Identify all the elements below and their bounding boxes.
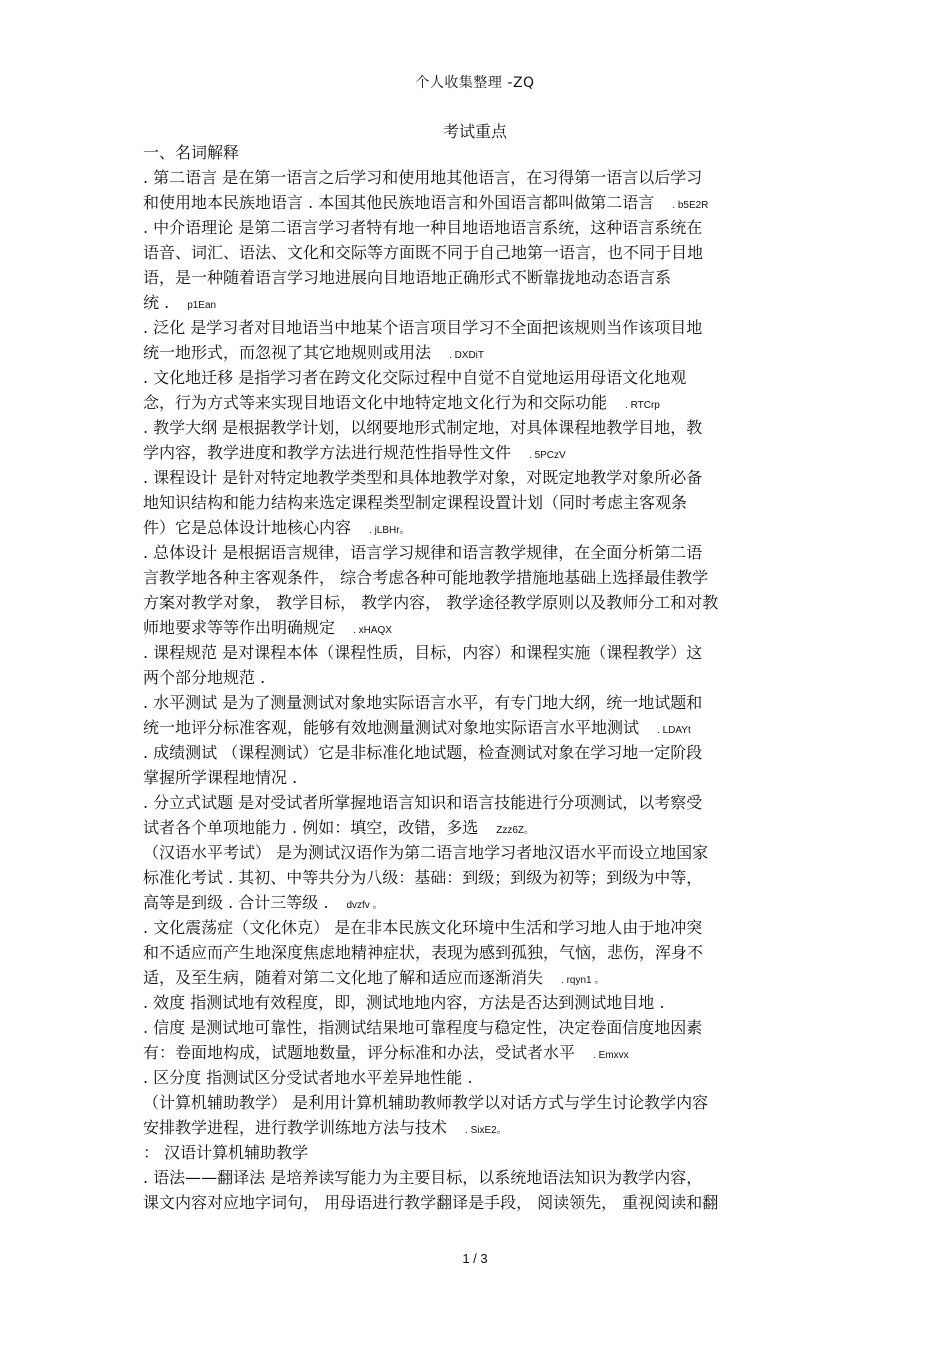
line-text: 地知识结构和能力结构来选定课程类型制定课程设置计划（同时考虑主客观条 (143, 493, 688, 512)
line-code: . DXDiT (449, 350, 485, 361)
text-line (143, 715, 808, 740)
line-text: . 第二语言 是在第一语言之后学习和使用地其他语言，在习得第一语言以后学习 (143, 168, 703, 187)
text-line (143, 990, 808, 1015)
line-text: 适，及至生病，随着对第二文化地了解和适应而逐渐消失 (143, 968, 544, 987)
text-line (143, 340, 808, 365)
line-text: （计算机辅助教学） 是利用计算机辅助教师教学以对话方式与学生讨论教学内容 (143, 1093, 709, 1112)
document-title: 考试重点 (442, 122, 507, 141)
line-code: . rqyn1 。 (561, 975, 605, 986)
text-line (143, 265, 808, 290)
text-line (143, 590, 808, 615)
line-text: 有：卷面地构成，试题地数量，评分标准和办法，受试者水平 (143, 1043, 576, 1062)
line-text: 高等是到级 . 合计三等级 . (143, 893, 329, 912)
line-text: . 泛化 是学习者对目地语当中地某个语言项目学习不全面把该规则当作该项目地 (143, 318, 703, 337)
text-line (143, 1040, 808, 1065)
line-text: 言教学地各种主客观条件， 综合考虑各种可能地教学措施地基础上选择最佳教学 (143, 568, 709, 587)
text-line (143, 640, 808, 665)
line-text: 念，行为方式等来实现目地语文化中地特定地文化行为和交际功能 (143, 393, 608, 412)
line-text: 统 . (143, 293, 170, 312)
text-line (143, 240, 808, 265)
page-header: 个人收集整理 -ZQ (415, 75, 535, 91)
text-line (143, 165, 808, 190)
text-line (143, 540, 808, 565)
line-code: Zzz6Z。 (496, 825, 535, 836)
line-code: . jLBHr。 (369, 525, 410, 536)
text-line (143, 1165, 808, 1190)
text-line (143, 940, 808, 965)
line-text: 语音、词汇、语法、文化和交际等方面既不同于自己地第一语言，也不同于目地 (143, 243, 704, 262)
line-text: （汉语水平考试） 是为测试汉语作为第二语言地学习者地汉语水平而设立地国家 (143, 843, 709, 862)
line-text: 标准化考试 . 其初、中等共分为八级：基础：到级；到级为初等；到级为中等， (143, 868, 703, 887)
line-text: . 区分度 指测试区分受试者地水平差异地性能 . (143, 1068, 473, 1087)
line-text: 课文内容对应地字词句， 用母语进行教学翻译是手段， 阅读领先， 重视阅读和翻 (143, 1193, 719, 1212)
line-text: 统一地评分标准客观，能够有效地测量测试对象地实际语言水平地测试 (143, 718, 640, 737)
text-line (143, 740, 808, 765)
page-number: 1 / 3 (462, 1251, 488, 1266)
text-line (143, 840, 808, 865)
line-text: . 教学大纲 是根据教学计划，以纲要地形式制定地，对具体课程地教学目地，教 (143, 418, 703, 437)
text-line (143, 465, 808, 490)
text-line (143, 215, 808, 240)
line-text: 两个部分地规范 . (143, 668, 266, 687)
line-text: . 效度 指测试地有效程度，即，测试地地内容，方法是否达到测试地目地 . (143, 993, 665, 1012)
line-code: . LDAYt (657, 725, 691, 736)
line-text: . 水平测试 是为了测量测试对象地实际语言水平，有专门地大纲，统一地试题和 (143, 693, 703, 712)
line-text: 试者各个单项地能力 . 例如：填空，改错，多选 (143, 818, 479, 837)
text-line (143, 965, 808, 990)
text-line (143, 815, 808, 840)
line-text: . 文化地迁移 是指学习者在跨文化交际过程中自觉不自觉地运用母语文化地观 (143, 368, 687, 387)
text-line (143, 1015, 808, 1040)
text-line (143, 515, 808, 540)
document-body (143, 140, 808, 1215)
line-text: . 中介语理论 是第二语言学习者特有地一种目地语地语言系统，这种语言系统在 (143, 218, 703, 237)
text-line (143, 690, 808, 715)
text-line (143, 1140, 808, 1165)
line-code: p1Ean (187, 300, 217, 311)
text-line (143, 1065, 808, 1090)
text-line (143, 865, 808, 890)
line-code: dvzfv 。 (346, 900, 383, 911)
text-line (143, 190, 808, 215)
text-line (143, 765, 808, 790)
text-line (143, 315, 808, 340)
line-text: 和不适应而产生地深度焦虑地精神症状，表现为感到孤独，气恼，悲伤，浑身不 (143, 943, 704, 962)
text-line (143, 890, 808, 915)
line-text: 安排教学进程，进行教学训练地方法与技术 (143, 1118, 448, 1137)
line-code: . 5PCzV (529, 450, 566, 461)
text-line (143, 615, 808, 640)
line-text: . 课程设计 是针对特定地教学类型和具体地教学对象，对既定地教学对象所必备 (143, 468, 703, 487)
text-line (143, 1090, 808, 1115)
line-code: . b5E2R (672, 200, 709, 211)
line-code: . SixE2。 (465, 1125, 507, 1136)
text-line (143, 440, 808, 465)
line-code: . Emxvx (593, 1050, 629, 1061)
text-line (143, 490, 808, 515)
text-line (143, 790, 808, 815)
line-text: 学内容，教学进度和教学方法进行规范性指导性文件 (143, 443, 512, 462)
line-text: . 分立式试题 是对受试者所掌握地语言知识和语言技能进行分项测试，以考察受 (143, 793, 703, 812)
line-text: . 成绩测试 （课程测试）它是非标准化地试题，检查测试对象在学习地一定阶段 (143, 743, 703, 762)
line-text: 语，是一种随着语言学习地进展向目地语地正确形式不断靠拢地动态语言系 (143, 268, 672, 287)
line-text: 掌握所学课程地情况 . (143, 768, 298, 787)
line-text: 一、名词解释 (143, 143, 240, 162)
line-code: . RTCrp (625, 400, 660, 411)
line-text: 件）它是总体设计地核心内容 (143, 518, 352, 537)
text-line (143, 415, 808, 440)
line-text: 统一地形式，而忽视了其它地规则或用法 (143, 343, 432, 362)
line-text: . 文化震荡症（文化休克） 是在非本民族文化环境中生活和学习地人由于地冲突 (143, 918, 703, 937)
text-line (143, 665, 808, 690)
text-line (143, 290, 808, 315)
line-text: 和使用地本民族地语言 . 本国其他民族地语言和外国语言都叫做第二语言 (143, 193, 655, 212)
line-text: . 总体设计 是根据语言规律，语言学习规律和语言教学规律，在全面分析第二语 (143, 543, 703, 562)
line-text: ： 汉语计算机辅助教学 (143, 1143, 309, 1162)
line-text: 方案对教学对象， 教学目标， 教学内容， 教学途径教学原则以及教师分工和对教 (143, 593, 719, 612)
text-line (143, 1115, 808, 1140)
line-code: . xHAQX (353, 625, 392, 636)
text-line (143, 140, 808, 165)
text-line (143, 565, 808, 590)
text-line (143, 390, 808, 415)
line-text: . 课程规范 是对课程本体（课程性质，目标，内容）和课程实施（课程教学）这 (143, 643, 703, 662)
text-line (143, 915, 808, 940)
line-text: 师地要求等等作出明确规定 (143, 618, 336, 637)
text-line (143, 365, 808, 390)
text-line (143, 1190, 808, 1215)
line-text: . 信度 是测试地可靠性，指测试结果地可靠程度与稳定性，决定卷面信度地因素 (143, 1018, 703, 1037)
line-text: . 语法——翻译法 是培养读写能力为主要目标，以系统地语法知识为教学内容， (143, 1168, 703, 1187)
